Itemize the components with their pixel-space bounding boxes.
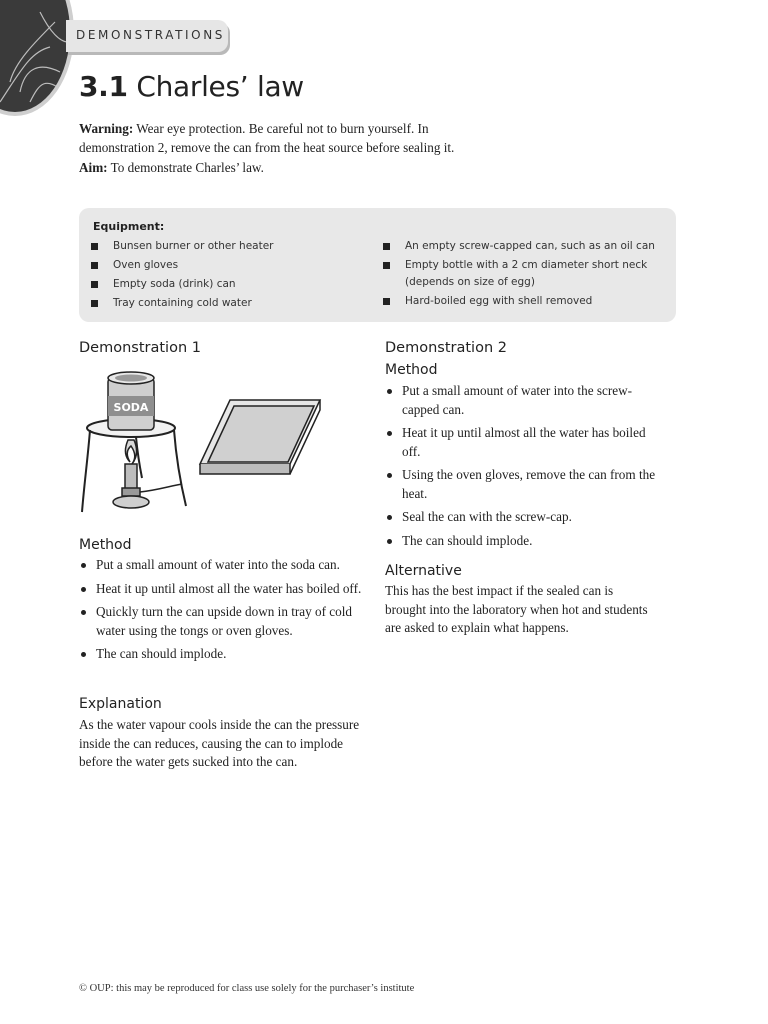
alternative-heading: Alternative <box>385 563 462 579</box>
bullet-dot-icon <box>81 587 86 592</box>
list-item <box>385 466 663 503</box>
page-title <box>79 70 304 103</box>
equipment-list-right <box>383 238 663 312</box>
square-bullet-icon <box>383 243 390 250</box>
bullet-dot-icon <box>387 431 392 436</box>
equipment-item <box>91 238 361 255</box>
warning-label: Warning: <box>79 121 134 136</box>
bullet-dot-icon <box>387 473 392 478</box>
explanation-heading: Explanation <box>79 696 162 712</box>
square-bullet-icon <box>383 298 390 305</box>
list-item-text: Heat it up until almost all the water has boiled off. <box>96 580 362 596</box>
demo1-illustration <box>78 366 328 518</box>
alternative-text: This has the best impact if the sealed can is brought into the laboratory when hot and students are asked to explain what happens. <box>385 583 648 635</box>
list-item <box>385 424 663 461</box>
square-bullet-icon <box>91 262 98 269</box>
bullet-dot-icon <box>387 515 392 520</box>
equipment-item-text: Bunsen burner or other heater <box>113 240 274 252</box>
explanation-text: As the water vapour cools inside the can the pressure inside the can reduces, causing the can to implode before the water gets sucked into the can. <box>79 717 360 769</box>
equipment-item-text: Empty bottle with a 2 cm diameter short neck (depends on size of egg) <box>405 259 648 288</box>
intro-block <box>79 119 459 178</box>
equipment-item <box>91 295 361 312</box>
equipment-item <box>383 238 663 255</box>
demo1-method-heading: Method <box>79 537 132 553</box>
warning-text: Wear eye protection. Be careful not to burn yourself. In demonstration 2, remove the can from the heat source before sealing it. <box>79 121 455 155</box>
square-bullet-icon <box>383 262 390 269</box>
list-item <box>385 382 663 419</box>
water-tray-icon <box>200 400 320 474</box>
section-tab <box>66 20 228 52</box>
equipment-box <box>79 208 676 322</box>
equipment-item-text: Tray containing cold water <box>113 297 252 309</box>
equipment-item-text: Empty soda (drink) can <box>113 278 236 290</box>
list-item-text: Heat it up until almost all the water has boiled off. <box>402 425 646 459</box>
list-item-text: Seal the can with the screw-cap. <box>402 509 572 524</box>
equipment-item <box>91 257 361 274</box>
list-item <box>79 556 369 575</box>
equipment-list-left <box>91 238 361 314</box>
list-item-text: The can should implode. <box>402 532 533 548</box>
demo1-method-list <box>79 556 369 669</box>
aim-paragraph <box>79 158 459 177</box>
equipment-item-text: Hard-boiled egg with shell removed <box>405 295 593 307</box>
bullet-dot-icon <box>387 539 392 544</box>
list-item <box>79 645 369 664</box>
bullet-dot-icon <box>81 563 86 568</box>
equipment-item <box>383 257 663 291</box>
title-number: 3.1 <box>79 70 128 103</box>
warning-paragraph <box>79 119 459 157</box>
equipment-item <box>91 276 361 293</box>
equipment-item-text: Oven gloves <box>113 259 179 271</box>
list-item <box>385 508 663 527</box>
demo2-heading: Demonstration 2 <box>385 340 507 356</box>
bullet-dot-icon <box>387 389 392 394</box>
bullet-dot-icon <box>81 610 86 615</box>
plasma-globe-emblem-icon <box>0 0 70 112</box>
section-tab-label: DEMONSTRATIONS <box>76 28 225 42</box>
aim-text: To demonstrate Charles’ law. <box>110 160 264 175</box>
soda-can-label: SODA <box>113 401 149 414</box>
demo2-method-list <box>385 382 663 555</box>
list-item-text: The can should implode. <box>96 646 227 661</box>
equipment-item-text: An empty screw-capped can, such as an oil can <box>405 240 655 252</box>
title-text: Charles’ law <box>136 70 304 103</box>
list-item <box>79 603 369 640</box>
list-item-text: Using the oven gloves, remove the can from the heat. <box>402 467 656 501</box>
square-bullet-icon <box>91 243 98 250</box>
demo2-method-heading: Method <box>385 362 438 378</box>
demo1-heading: Demonstration 1 <box>79 340 201 356</box>
bullet-dot-icon <box>81 652 86 657</box>
list-item <box>79 580 369 599</box>
list-item-text: Put a small amount of water into the screw-capped can. <box>402 383 632 417</box>
list-item-text: Put a small amount of water into the soda can. <box>96 557 340 572</box>
square-bullet-icon <box>91 300 98 307</box>
equipment-title: Equipment: <box>93 220 165 233</box>
soda-can-icon <box>108 372 154 430</box>
list-item-text: Quickly turn the can upside down in tray of cold water using the tongs or oven gloves. <box>96 604 352 638</box>
square-bullet-icon <box>91 281 98 288</box>
list-item <box>385 532 663 551</box>
copyright-footer: © OUP: this may be reproduced for class use solely for the purchaser’s institute <box>79 983 415 994</box>
aim-label: Aim: <box>79 160 108 175</box>
equipment-item <box>383 293 663 310</box>
bunsen-burner-icon <box>113 440 182 508</box>
